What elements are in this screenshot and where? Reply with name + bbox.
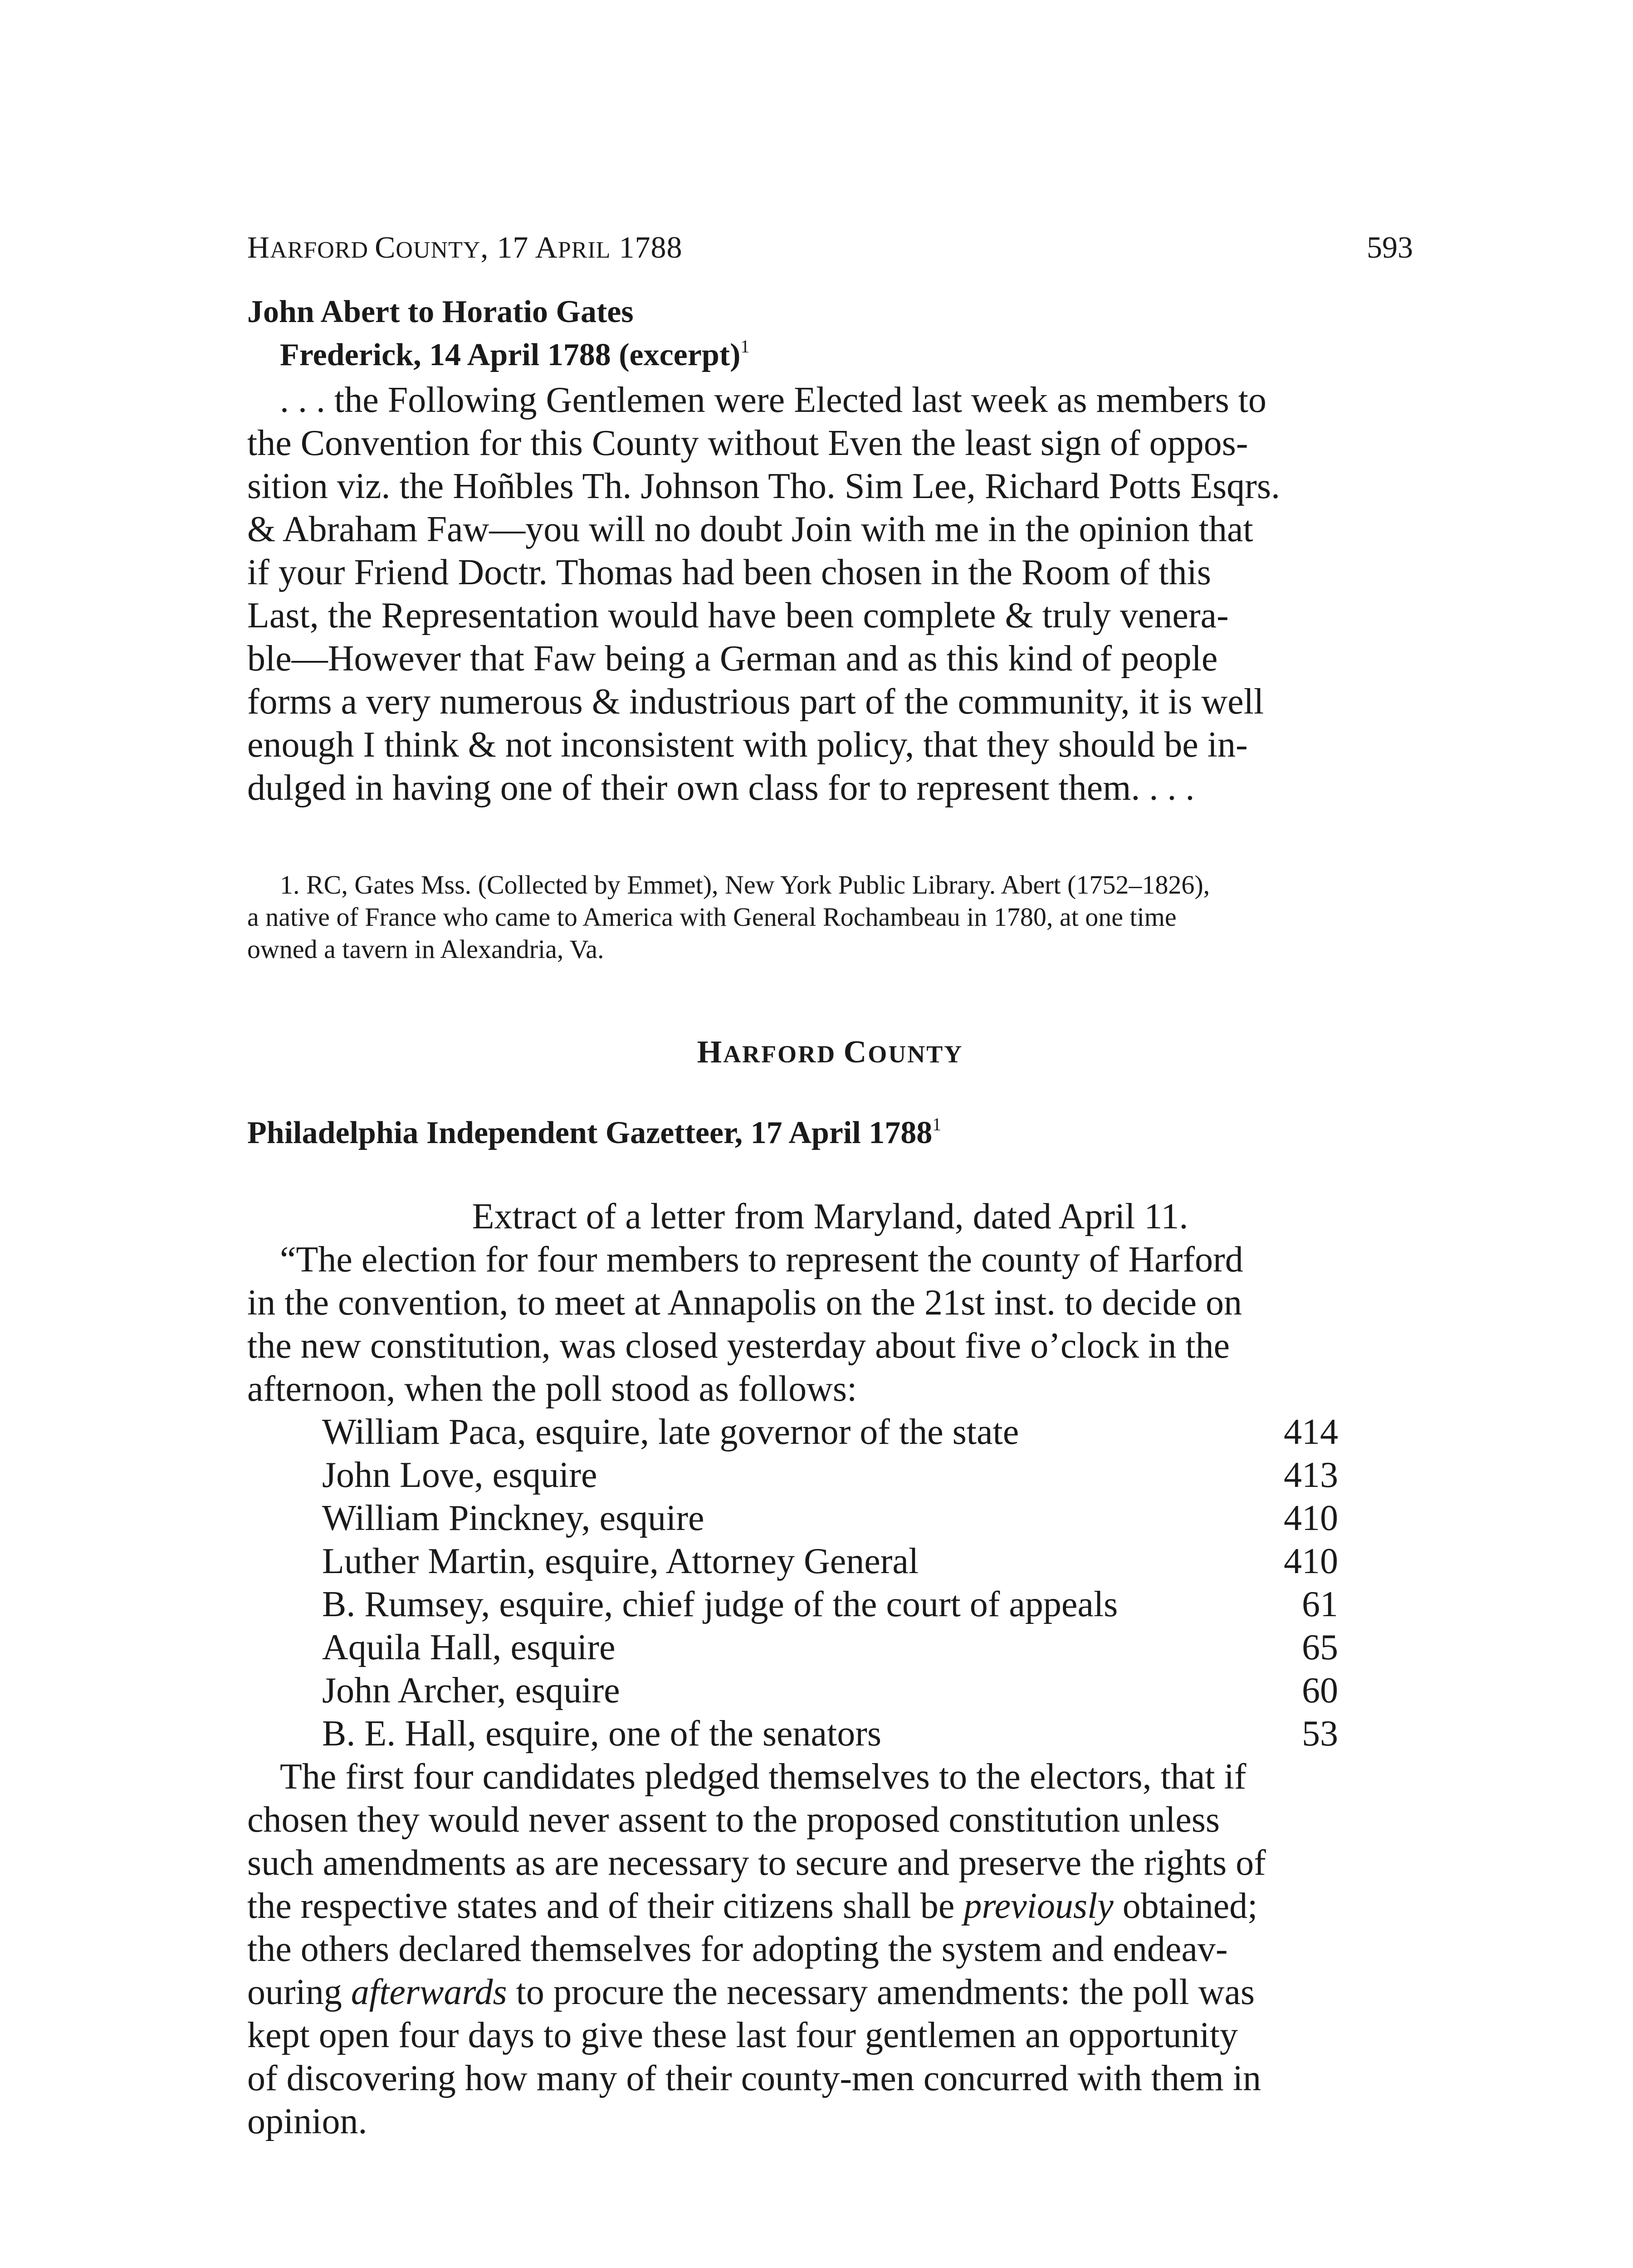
letter-body-line: if your Friend Doctr. Thomas had been chosen in the Room of this xyxy=(247,552,1211,592)
gazetteer-intro-line: in the convention, to meet at Annapolis on the 21st inst. to decide on xyxy=(247,1283,1242,1323)
poll-row xyxy=(322,1454,1338,1497)
closing-line: kept open four days to give these last four gentlemen an opportunity xyxy=(247,2015,1238,2055)
closing-line xyxy=(247,1971,1413,2014)
letter-body-line: enough I think & not inconsistent with policy, that they should be in- xyxy=(247,725,1248,765)
closing-line: opinion. xyxy=(247,2102,367,2141)
gazetteer-heading xyxy=(247,1111,1413,1154)
running-head-sc-ounty: OUNTY xyxy=(396,237,481,263)
candidate-name: Aquila Hall, esquire xyxy=(322,1628,616,1667)
letter-body-line: dulged in having one of their own class for to represent them. . . . xyxy=(247,768,1195,808)
gazetteer-closing xyxy=(247,1755,1413,2143)
running-head-sc-pril: PRIL xyxy=(557,237,611,263)
letter-body-line: & Abraham Faw—you will no doubt Join with me in the opinion that xyxy=(247,509,1253,549)
letter-heading-place-date: Frederick, 14 April 1788 (excerpt) xyxy=(280,337,741,372)
candidate-name: John Archer, esquire xyxy=(322,1671,620,1711)
poll-row xyxy=(322,1626,1338,1669)
section-cap-h: H xyxy=(697,1035,724,1070)
running-head-sc-arford: ARFORD xyxy=(270,237,375,263)
vote-count: 414 xyxy=(1284,1412,1338,1452)
footnote-marker: 1 xyxy=(740,336,750,357)
closing-text: the respective states and of their citizens shall be xyxy=(247,1886,964,1926)
running-head xyxy=(247,229,1413,265)
footnote-line: owned a tavern in Alexandria, Va. xyxy=(247,934,604,964)
closing-line: of discovering how many of their county-men concurred with them in xyxy=(247,2058,1261,2098)
closing-text: obtained; xyxy=(1113,1886,1258,1926)
italic-word: previously xyxy=(963,1886,1114,1926)
poll-results xyxy=(322,1411,1338,1755)
poll-row xyxy=(322,1497,1338,1540)
poll-row xyxy=(322,1583,1338,1626)
document-page xyxy=(247,0,1413,2268)
section-cap-c: C xyxy=(843,1035,868,1070)
vote-count: 53 xyxy=(1302,1714,1338,1754)
vote-count: 60 xyxy=(1302,1671,1338,1711)
candidate-name: Luther Martin, esquire, Attorney General xyxy=(322,1541,919,1581)
running-head-cap-a: A xyxy=(535,230,558,264)
closing-line: such amendments as are necessary to secure and preserve the rights of xyxy=(247,1843,1266,1883)
vote-count: 413 xyxy=(1284,1455,1338,1495)
poll-row xyxy=(322,1669,1338,1712)
page-number: 593 xyxy=(1367,230,1413,264)
closing-text: to procure the necessary amendments: the poll was xyxy=(507,1972,1255,2012)
closing-line: chosen they would never assent to the proposed constitution unless xyxy=(247,1800,1220,1840)
letter-body xyxy=(247,379,1413,810)
letter-body-line: sition viz. the Hoñbles Th. Johnson Tho. Sim Lee, Richard Potts Esqrs. xyxy=(247,466,1280,506)
gazetteer-intro xyxy=(247,1238,1413,1411)
gazetteer-heading-text: Philadelphia Independent Gazetteer, 17 April 1788 xyxy=(247,1115,933,1150)
vote-count: 65 xyxy=(1302,1628,1338,1667)
vote-count: 410 xyxy=(1284,1498,1338,1538)
vote-count: 61 xyxy=(1302,1584,1338,1624)
candidate-name: B. E. Hall, esquire, one of the senators xyxy=(322,1714,882,1754)
running-head-cap-c: C xyxy=(375,230,396,264)
extract-line: Extract of a letter from Maryland, dated April 11. xyxy=(472,1197,1188,1237)
letter-body-line: . . . the Following Gentlemen were Elected last week as members to xyxy=(280,380,1266,420)
closing-line xyxy=(247,1885,1413,1928)
footnote-line: 1. RC, Gates Mss. (Collected by Emmet), New York Public Library. Abert (1752–1826), xyxy=(280,870,1210,899)
closing-line: the others declared themselves for adopting the system and endeav- xyxy=(247,1929,1228,1969)
candidate-name: William Paca, esquire, late governor of the state xyxy=(322,1412,1019,1452)
vote-count: 410 xyxy=(1284,1541,1338,1581)
candidate-name: B. Rumsey, esquire, chief judge of the court of appeals xyxy=(322,1584,1118,1624)
section-sc-arford: ARFORD xyxy=(723,1041,844,1068)
letter-heading xyxy=(247,290,1413,376)
letter-body-line: the Convention for this County without Even the least sign of oppos- xyxy=(247,423,1248,463)
poll-row xyxy=(322,1712,1338,1755)
letter-body-line: Last, the Representation would have been complete & truly venera- xyxy=(247,596,1229,635)
italic-word: afterwards xyxy=(351,1972,507,2012)
running-head-title xyxy=(247,229,682,269)
running-head-cap-h: H xyxy=(247,230,270,264)
gazetteer-intro-line: the new constitution, was closed yesterday about five o’clock in the xyxy=(247,1326,1230,1366)
footnote-line: a native of France who came to America with General Rochambeau in 1780, at one time xyxy=(247,902,1177,932)
poll-row xyxy=(322,1540,1338,1583)
letter-body-line: forms a very numerous & industrious part of the community, it is well xyxy=(247,682,1264,722)
letter-body-line: ble—However that Faw being a German and as this kind of people xyxy=(247,639,1218,679)
letter-heading-line1: John Abert to Horatio Gates xyxy=(247,294,634,329)
poll-row xyxy=(322,1411,1338,1454)
closing-line: The first four candidates pledged themselves to the electors, that if xyxy=(280,1757,1247,1797)
section-sc-ounty: OUNTY xyxy=(868,1041,963,1068)
closing-text: ouring xyxy=(247,1972,351,2012)
gazetteer-intro-line: afternoon, when the poll stood as follows: xyxy=(247,1369,857,1409)
letter-heading-line2 xyxy=(247,333,1413,376)
running-head-date-day: , 17 xyxy=(480,230,535,264)
candidate-name: William Pinckney, esquire xyxy=(322,1498,704,1538)
letter-footnote xyxy=(247,869,1413,965)
gazetteer-intro-line: “The election for four members to represent the county of Harford xyxy=(280,1240,1243,1280)
footnote-marker: 1 xyxy=(932,1114,942,1134)
running-head-year: 1788 xyxy=(611,230,683,264)
candidate-name: John Love, esquire xyxy=(322,1455,597,1495)
section-title xyxy=(247,1032,1413,1075)
